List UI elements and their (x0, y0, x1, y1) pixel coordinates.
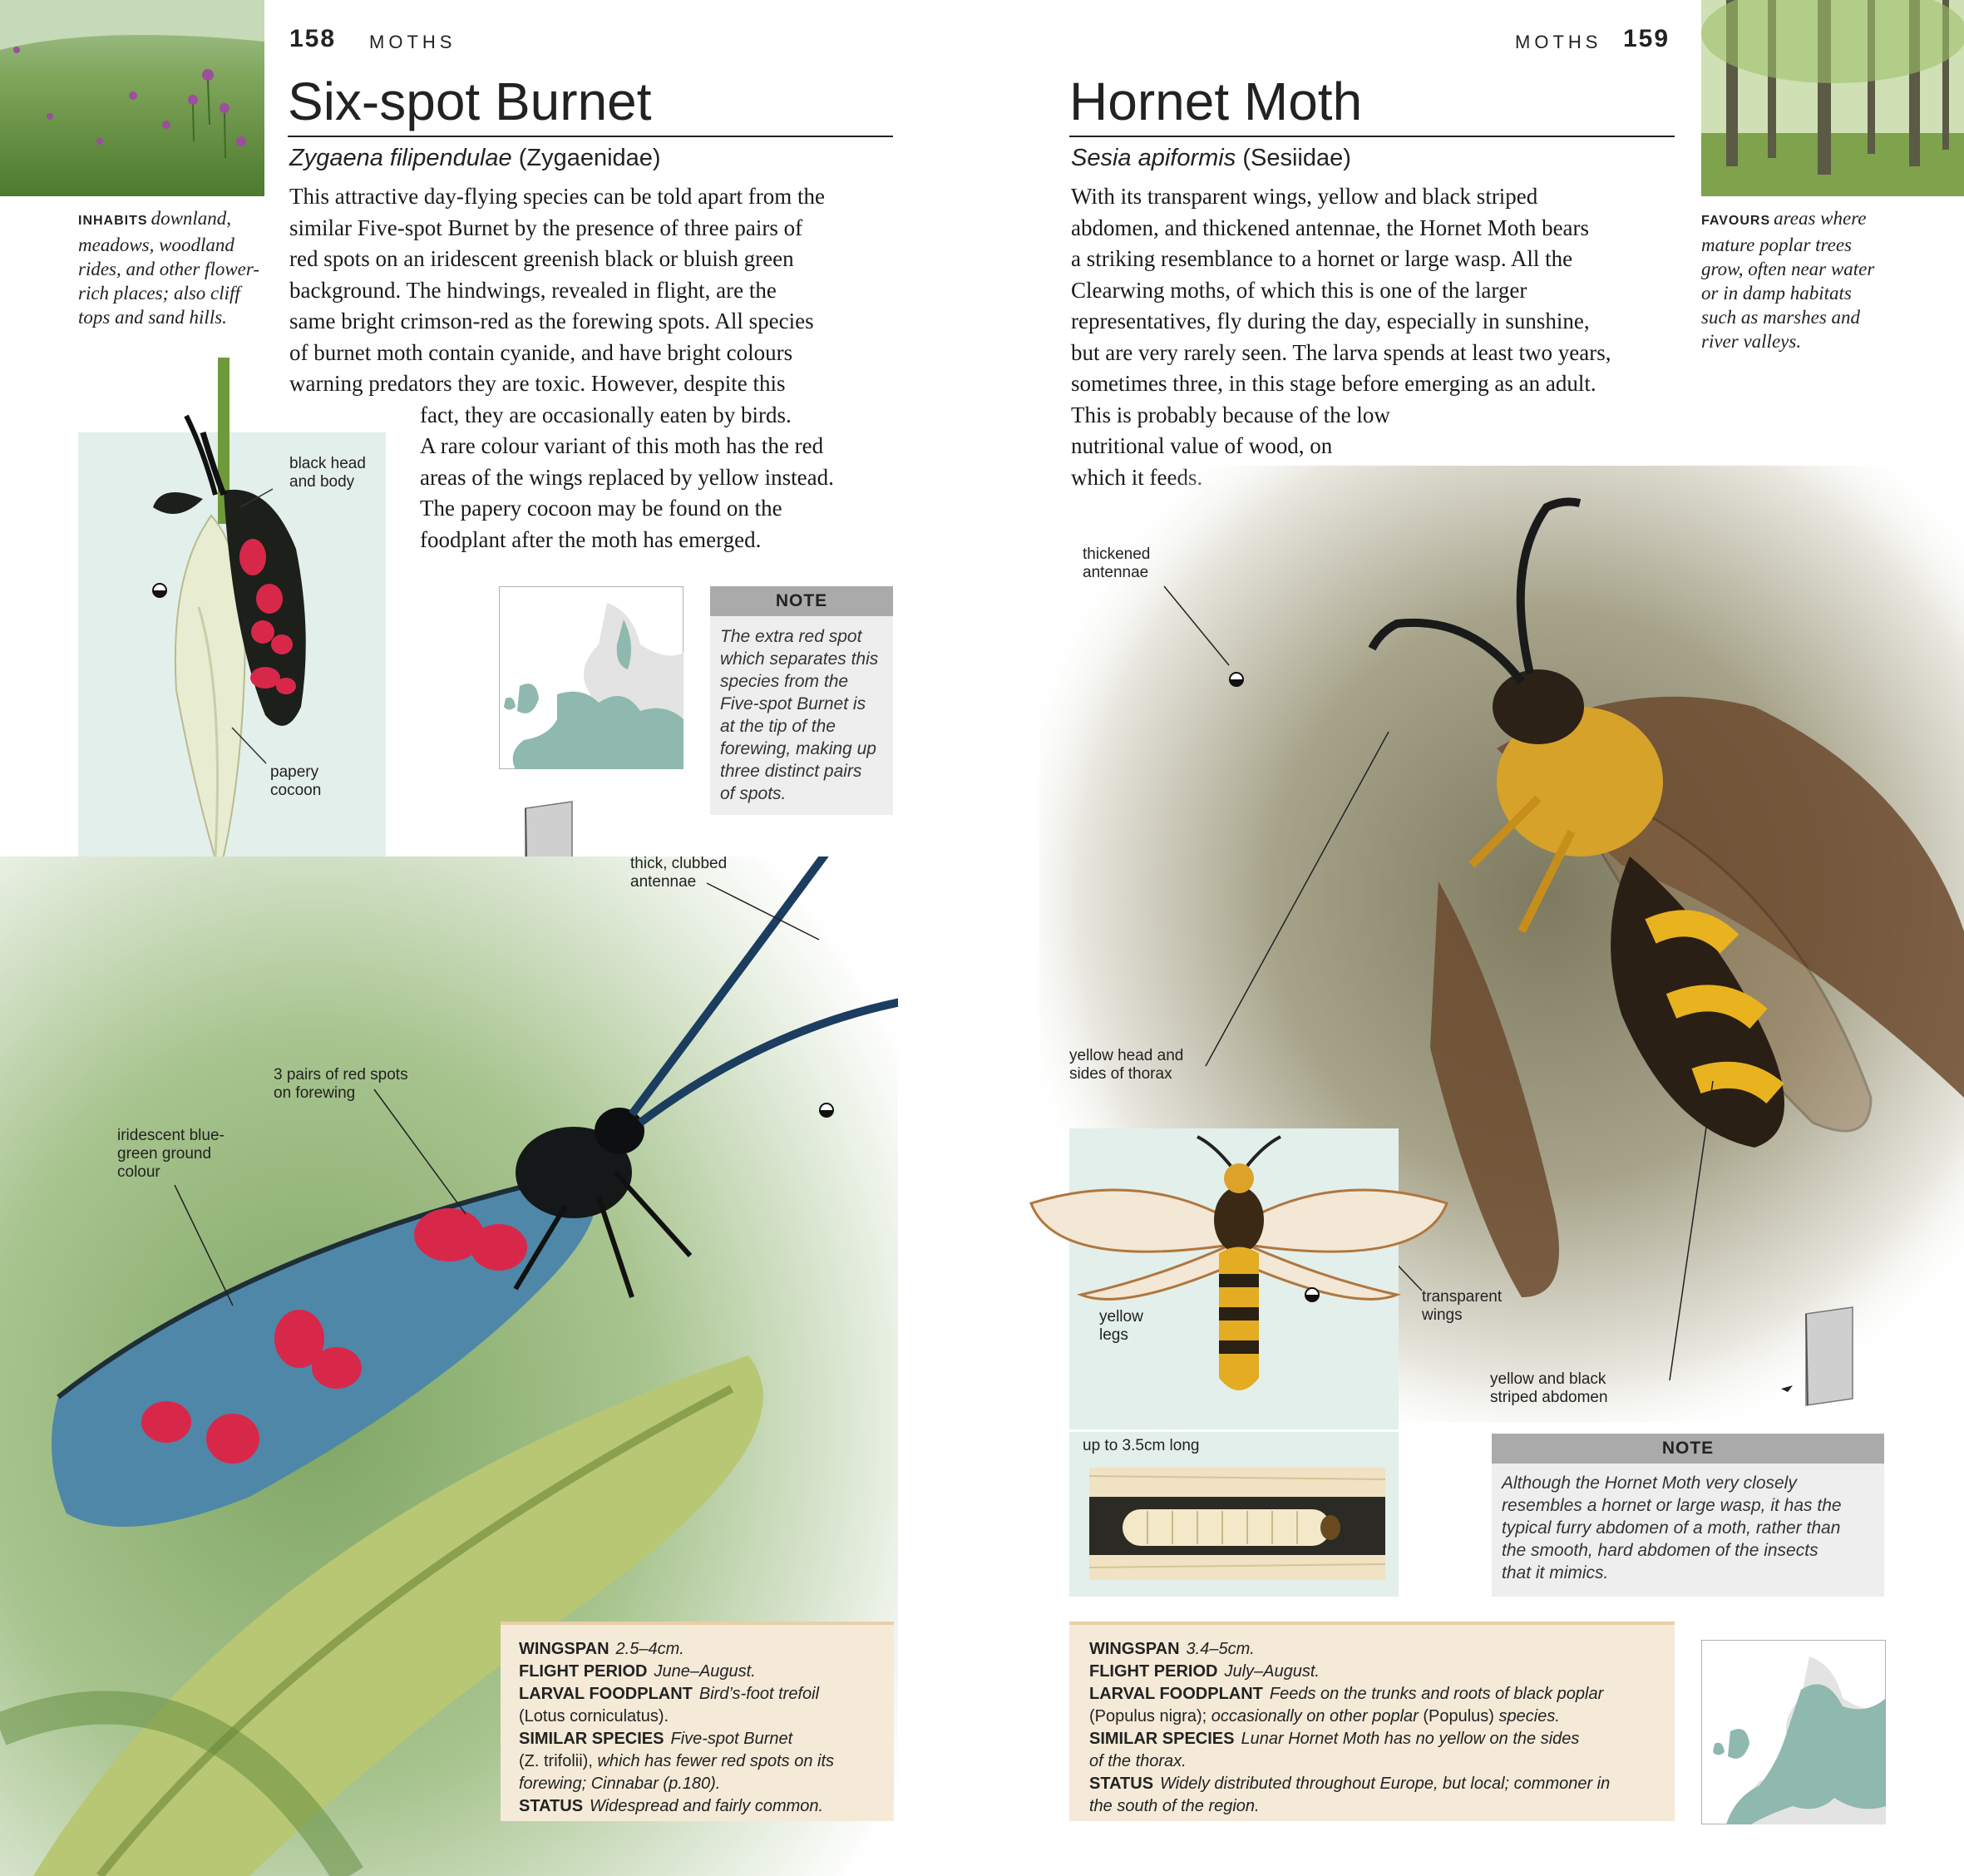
fact-row: SIMILAR SPECIES Five-spot Burnet (519, 1730, 793, 1748)
label-transparent-wings: transparent wings (1422, 1288, 1503, 1324)
fact-row: (Populus nigra); occasionally on other poplar (Populus) species. (1089, 1707, 1560, 1725)
label-black-head: black head and body (289, 455, 366, 491)
latin-name: Sesia apiformis (Sesiidae) (1071, 145, 1351, 171)
fact-row: STATUS Widespread and fairly common. (519, 1797, 824, 1815)
label-yellow-head: yellow head and sides of thorax (1069, 1047, 1184, 1083)
fact-box-left (501, 1622, 894, 1821)
day-flying-symbol-icon (818, 1102, 835, 1118)
hornet-larva-illustration (1089, 1468, 1385, 1580)
day-flying-symbol-icon (1304, 1286, 1320, 1303)
fact-row: forewing; Cinnabar (p.180). (519, 1775, 721, 1793)
fact-row: STATUS Widely distributed throughout Europe, but local; commoner in (1089, 1775, 1611, 1793)
fact-row: of the thorax. (1089, 1752, 1187, 1770)
note-heading: NOTE (710, 586, 893, 616)
habitat-caption: INHABITS downland, meadows, woodland rides, and other flower- rich places; also cliff tops and sand hills. (78, 208, 260, 328)
pinned-hornet-moth-illustration (1023, 1128, 1455, 1429)
label-iridescent: iridescent blue- green ground colour (117, 1127, 225, 1181)
species-title: Hornet Moth (1069, 72, 1363, 131)
fact-row: LARVAL FOODPLANT Bird’s-foot trefoil (519, 1685, 820, 1703)
note-text: The extra red spot which separates this species from the Five-spot Burnet is at the tip of the forewing, making up three distinct pairs of spots. (720, 627, 879, 803)
fact-row: LARVAL FOODPLANT Feeds on the trunks and roots of black poplar (1089, 1685, 1604, 1703)
fact-row: the south of the region. (1089, 1797, 1260, 1815)
fact-row: (Z. trifolii), which has fewer red spots on its (519, 1752, 835, 1770)
note-heading: NOTE (1492, 1434, 1884, 1464)
fact-row: SIMILAR SPECIES Lunar Hornet Moth has no yellow on the sides (1089, 1730, 1580, 1748)
label-clubbed-antennae: thick, clubbed antennae (630, 855, 728, 891)
section-heading: MOTHS (1515, 32, 1602, 52)
label-papery-cocoon: papery cocoon (270, 763, 322, 799)
fact-box-right (1069, 1622, 1675, 1821)
species-description: This attractive day-flying species can be told apart from the similar Five-spot Burnet by the presence of three pairs of red spots on an iridescent greenish black or bluish green background. The hindwings, revealed in flight, are the same bright crimson-red as the forewing spots. All species of burnet moth contain cyanide, and have bright colours warning predators they are toxic. However, despite this fact, they are occasionally eaten by birds. A rare colour variant of this moth has the red areas of the wings replaced by yellow instead. The papery cocoon may be found on the foodplant after the moth has emerged. (289, 184, 834, 552)
latin-name: Zygaena filipendulae (Zygaenidae) (289, 145, 661, 171)
label-thickened-antennae: thickened antennae (1083, 546, 1151, 581)
moth-size-icon (1779, 1306, 1854, 1414)
label-larva-size: up to 3.5cm long (1083, 1437, 1200, 1454)
fact-row: FLIGHT PERIOD July–August. (1089, 1662, 1320, 1681)
day-flying-symbol-icon (1228, 671, 1245, 688)
fact-row: FLIGHT PERIOD June–August. (519, 1662, 756, 1681)
fact-row: WINGSPAN 3.4–5cm. (1089, 1640, 1255, 1658)
label-yellow-legs: yellow legs (1099, 1308, 1143, 1344)
species-description: With its transparent wings, yellow and black striped abdomen, and thickened antennae, the Hornet Moth bears a striking resemblance to a hornet or large wasp. All the Clearwing moths, of which this is one of the larger representatives, fly during the day, especially in sunshine, but are very rarely seen. The larva spends at least two years, sometimes three, in this stage before emerging as an adult. This is probably because of the low nutritional value of wood, on (1071, 184, 1611, 458)
label-red-spots: 3 pairs of red spots on forewing (274, 1066, 408, 1102)
species-title: Six-spot Burnet (288, 72, 652, 131)
label-striped-abdomen: yellow and black striped abdomen (1490, 1370, 1608, 1406)
fact-row: (Lotus corniculatus). (519, 1707, 669, 1725)
distribution-map-right (1701, 1640, 1886, 1824)
note-text: Although the Hornet Moth very closely resembles a hornet or large wasp, it has the typical furry abdomen of a moth, rather than the smooth, hard abdomen of the insects that it mimics. (1502, 1474, 1842, 1582)
page-number: 159 (1623, 25, 1670, 52)
page-number: 158 (289, 25, 337, 52)
section-heading: MOTHS (369, 32, 456, 52)
habitat-caption: FAVOURS areas where mature poplar trees grow, often near water or in damp habitats such as marshes and river valleys. (1701, 208, 1875, 352)
fact-row: WINGSPAN 2.5–4cm. (519, 1640, 684, 1658)
